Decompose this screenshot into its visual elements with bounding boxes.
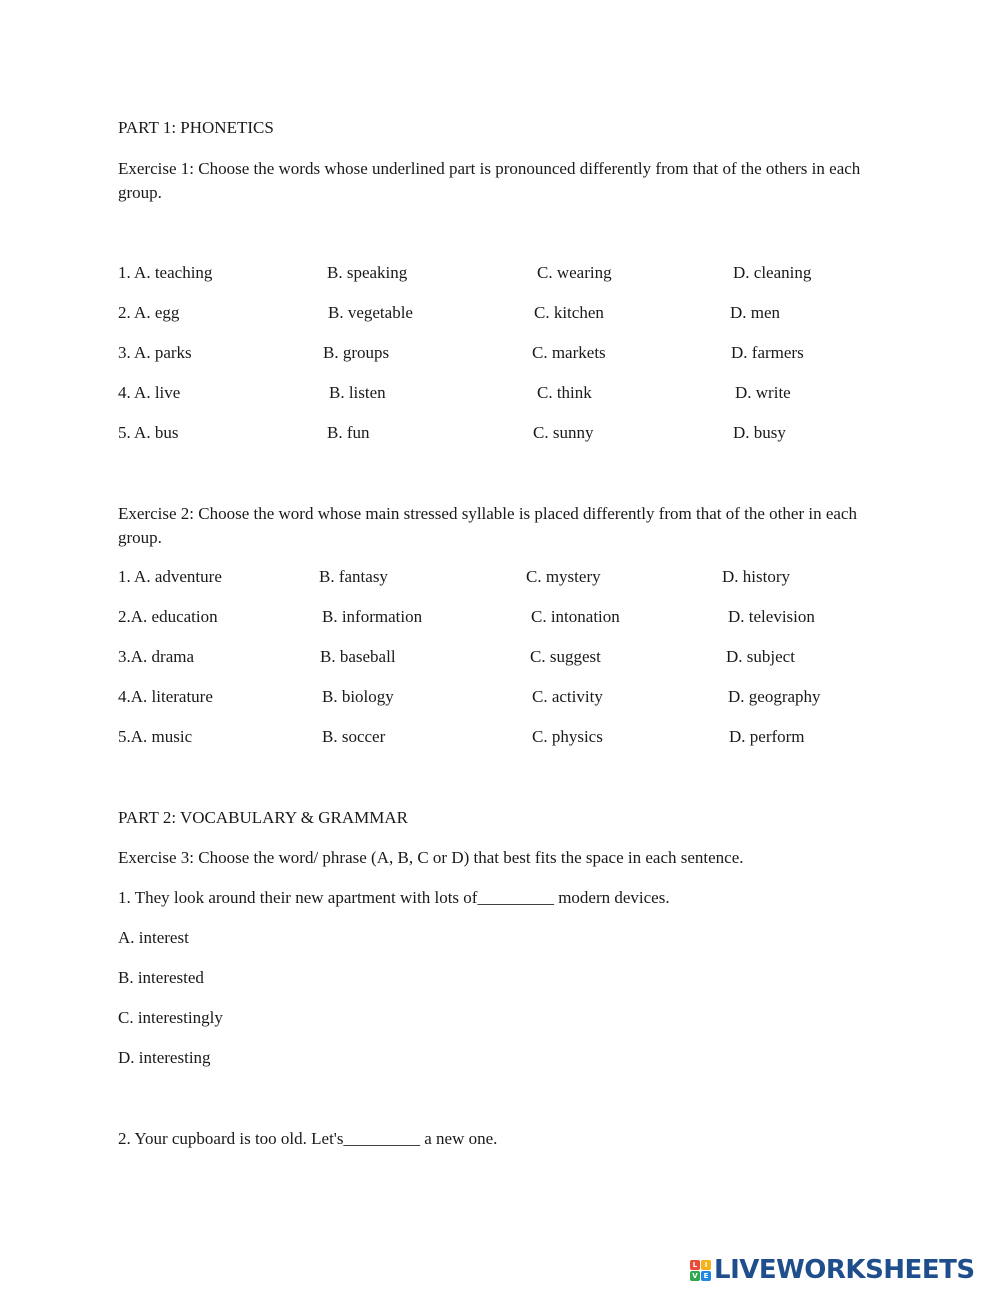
option-c: C. think [537,383,592,402]
option-a: 3.A. drama [118,647,195,666]
option-c: C. markets [532,343,606,362]
option-a: 1. A. teaching [118,263,213,282]
option-d: D. farmers [731,343,804,362]
question-row [0,263,1000,283]
option-c: C. kitchen [534,303,604,322]
option-d: D. geography [728,687,821,706]
option-c: C. sunny [533,423,594,442]
question-1-text: 1. They look around their new apartment with lots of_________ modern devices. [118,888,670,907]
logo-text: LIVEWORKSHEETS [714,1255,975,1285]
question-row [0,303,1000,323]
option-a: 2. A. egg [118,303,180,322]
part1-title: PART 1: PHONETICS [118,118,274,137]
logo-mark-letter: E [701,1271,711,1281]
option-c: C. suggest [530,647,601,666]
liveworksheets-logo [690,1255,975,1285]
option-d: D. busy [733,423,786,442]
option-c: C. physics [532,727,603,746]
question-2-text: 2. Your cupboard is too old. Let's_________ a new one. [118,1129,498,1148]
exercise3-instruction: Exercise 3: Choose the word/ phrase (A, B, C or D) that best fits the space in each sentence. [118,848,744,867]
option-c: C. activity [532,687,603,706]
answer-option-c[interactable]: C. interestingly [118,1008,223,1027]
option-c: C. mystery [526,567,601,586]
option-b: B. groups [323,343,390,362]
option-a: 5.A. music [118,727,193,746]
logo-mark-letter: V [690,1271,700,1281]
option-d: D. cleaning [733,263,812,282]
question-row [0,383,1000,403]
option-b: B. vegetable [328,303,413,322]
option-d: D. history [722,567,790,586]
question-row [0,423,1000,443]
option-a: 1. A. adventure [118,567,222,586]
option-b: B. fantasy [319,567,388,586]
option-a: 4. A. live [118,383,181,402]
option-a: 2.A. education [118,607,218,626]
option-b: B. biology [322,687,394,706]
option-b: B. baseball [320,647,396,666]
part2-title: PART 2: VOCABULARY & GRAMMAR [118,808,408,827]
option-b: B. listen [329,383,386,402]
option-a: 5. A. bus [118,423,179,442]
option-d: D. perform [729,727,805,746]
option-b: B. soccer [322,727,386,746]
question-row [0,607,1000,627]
question-row [0,727,1000,747]
answer-option-b[interactable]: B. interested [118,968,204,987]
option-c: C. wearing [537,263,612,282]
question-row [0,567,1000,587]
exercise2-instruction: Exercise 2: Choose the word whose main stressed syllable is placed differently from that of the other in each group. [118,504,857,547]
option-b: B. fun [327,423,370,442]
option-c: C. intonation [531,607,620,626]
logo-mark-icon [690,1260,711,1281]
option-a: 3. A. parks [118,343,192,362]
exercise1-instruction: Exercise 1: Choose the words whose underlined part is pronounced differently from that of the others in each group. [118,159,861,202]
option-d: D. television [728,607,815,626]
option-d: D. write [735,383,791,402]
question-row [0,647,1000,667]
question-row [0,343,1000,363]
option-b: B. information [322,607,423,626]
option-d: D. subject [726,647,795,666]
option-a: 4.A. literature [118,687,213,706]
option-d: D. men [730,303,781,322]
logo-mark-letter: L [690,1260,700,1270]
answer-option-a[interactable]: A. interest [118,928,189,947]
question-row [0,687,1000,707]
logo-mark-letter: I [701,1260,711,1270]
answer-option-d[interactable]: D. interesting [118,1048,211,1067]
option-b: B. speaking [327,263,408,282]
